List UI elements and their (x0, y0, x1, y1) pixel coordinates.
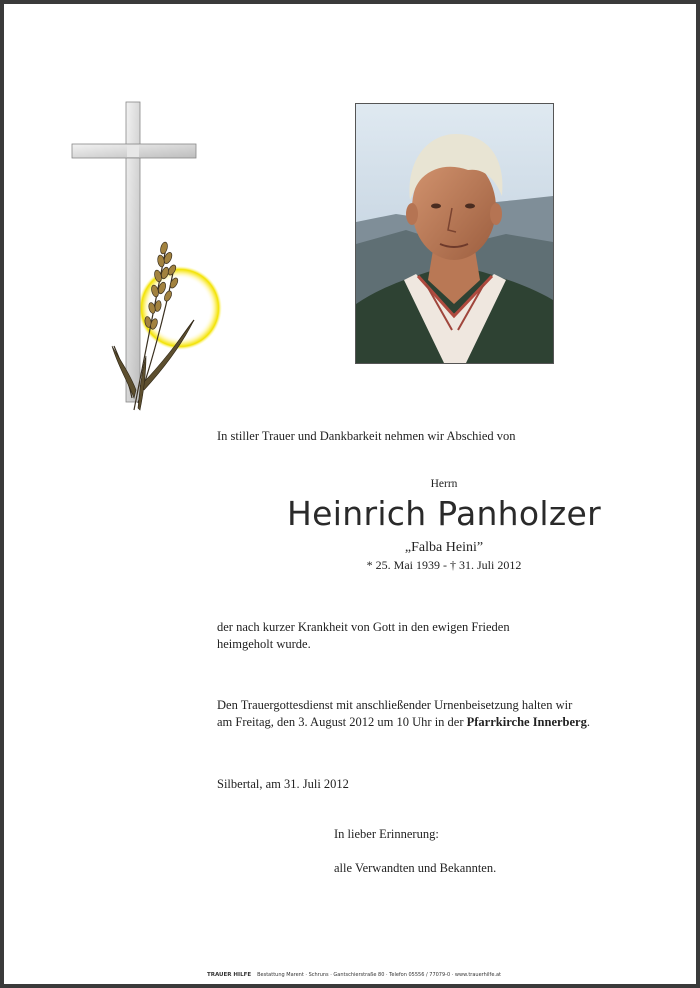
salutation: Herrn (430, 478, 458, 490)
service-paragraph (217, 697, 590, 731)
service-line-2 (217, 714, 590, 731)
footer-text: Bestattung Marent · Schruns · Gantschierstraße 80 · Telefon 05556 / 77079-0 · www.trauerhilfe.at (257, 972, 502, 978)
service-line-2-end: . (586, 715, 590, 729)
passing-line-2: heimgeholt wurde. (217, 637, 311, 651)
deceased-name: Heinrich Panholzer (287, 494, 601, 533)
portrait-photo (355, 103, 554, 364)
passing-line-1: der nach kurzer Krankheit von Gott in den ewigen Frieden (217, 620, 510, 634)
intro-text: In stiller Trauer und Dankbarkeit nehmen wir Abschied von (217, 429, 516, 443)
nickname: „Falba Heini” (404, 540, 484, 555)
service-line-2-text: am Freitag, den 3. August 2012 um 10 Uhr in der (217, 715, 467, 729)
family-signature: alle Verwandten und Bekannten. (334, 861, 497, 875)
church-name: Pfarrkirche Innerberg (466, 715, 587, 729)
passing-paragraph (217, 619, 510, 653)
footer-brand: TRAUER HILFE (206, 972, 252, 978)
closing-text: In lieber Erinnerung: (334, 827, 439, 841)
place-date: Silbertal, am 31. Juli 2012 (217, 777, 349, 791)
cross-with-wheat-icon (68, 98, 228, 418)
service-line-1: Den Trauergottesdienst mit anschließender Urnenbeisetzung halten wir (217, 698, 573, 712)
life-dates: * 25. Mai 1939 - † 31. Juli 2012 (366, 558, 522, 572)
footer (4, 972, 700, 978)
portrait-illustration (356, 104, 553, 363)
